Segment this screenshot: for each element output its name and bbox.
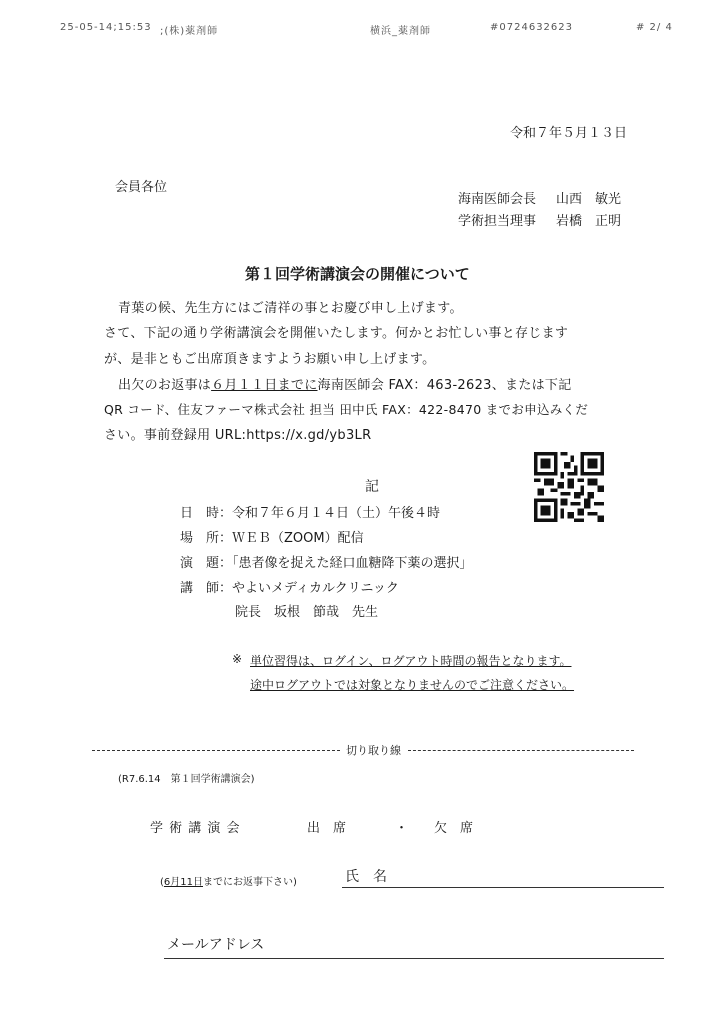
body-line: が、是非ともご出席頂きますようお願い申し上げます。 — [104, 352, 436, 367]
reply-line-2: QR コード、住友ファーマ株式会社 担当 田中氏 FAX：422-8470 までお申込みくだ — [104, 402, 589, 417]
fax-number: #0724632623 — [490, 22, 574, 33]
deadline-rest: までにお返事下さい) — [203, 877, 297, 888]
notice-line: 単位習得は、ログイン、ログアウト時間の報告となります。 — [250, 654, 572, 668]
body-line: さて、下記の通り学術講演会を開催いたします。何かとお忙しい事と存じます — [104, 326, 569, 341]
sender-role: 海南医師会長 — [458, 192, 537, 207]
qr-code — [534, 452, 604, 522]
option-separator: ・ — [395, 821, 409, 836]
email-field[interactable] — [164, 958, 664, 959]
body-line: 青葉の候、先生方にはご清祥の事とお慶び申し上げます。 — [118, 301, 463, 316]
notice-line: 途中ログアウトでは対象となりませんのでご注意ください。 — [250, 678, 575, 692]
detail-value: ＷＥＢ（ZOOM）配信 — [232, 531, 364, 546]
reply-line-1 — [118, 374, 572, 393]
detail-value: 令和７年６月１４日（土）午後４時 — [232, 506, 441, 521]
email-label: メールアドレス — [167, 937, 265, 953]
detail-row — [180, 502, 440, 521]
cut-line-left — [92, 750, 340, 751]
sender-role: 学術担当理事 — [458, 214, 537, 229]
deadline-open: ( — [160, 877, 164, 888]
document-title: 第１回学術講演会の開催について — [245, 265, 470, 283]
ki-heading: 記 — [365, 479, 379, 495]
deadline-note — [160, 873, 297, 888]
cut-line-right — [408, 750, 634, 751]
detail-label: 場 所： — [180, 531, 233, 546]
form-reference: (R7.6.14 第１回学術講演会) — [118, 774, 255, 785]
detail-row — [180, 527, 364, 546]
detail-row — [180, 577, 399, 596]
deadline-date: 6月11日 — [163, 877, 203, 888]
reply-line-3: さい。事前登録用 URL:https://x.gd/yb3LR — [104, 428, 372, 443]
reply-suffix: 海南医師会 FAX：463-2623、または下記 — [317, 378, 572, 393]
detail-label: 演 題： — [180, 556, 233, 571]
name-field[interactable] — [342, 887, 664, 888]
name-label: 氏 名 — [345, 869, 387, 885]
detail-value: やよいメディカルクリニック — [232, 581, 399, 596]
lecturer-title: 院長 坂根 節哉 先生 — [235, 605, 379, 620]
recipient: 会員各位 — [115, 180, 168, 195]
absent-option[interactable]: 欠 席 — [434, 821, 474, 836]
fax-sender-2: 横浜_薬剤師 — [370, 26, 431, 37]
fax-sender: ;(株)薬剤師 — [160, 26, 219, 37]
reply-prefix: 出欠のお返事は — [118, 378, 212, 393]
detail-value: 「患者像を捉えた経口血糖降下薬の選択」 — [232, 556, 473, 571]
sender-name: 岩橋 正明 — [556, 214, 622, 229]
fax-timestamp: 25-05-14;15:53 — [60, 22, 152, 33]
detail-label: 講 師： — [180, 581, 233, 596]
attend-option[interactable]: 出 席 — [307, 821, 347, 836]
notice-mark: ※ — [232, 652, 243, 666]
fax-page: # 2/ 4 — [636, 22, 673, 33]
form-event-name: 学 術 講 演 会 — [150, 821, 241, 836]
reply-deadline: ６月１１日までに — [211, 378, 318, 393]
cut-line-label: 切り取り線 — [346, 744, 401, 757]
sender-name: 山西 敏光 — [556, 192, 622, 207]
letter-date: 令和７年５月１３日 — [510, 126, 628, 141]
detail-row — [180, 552, 473, 571]
detail-label: 日 時： — [180, 506, 233, 521]
